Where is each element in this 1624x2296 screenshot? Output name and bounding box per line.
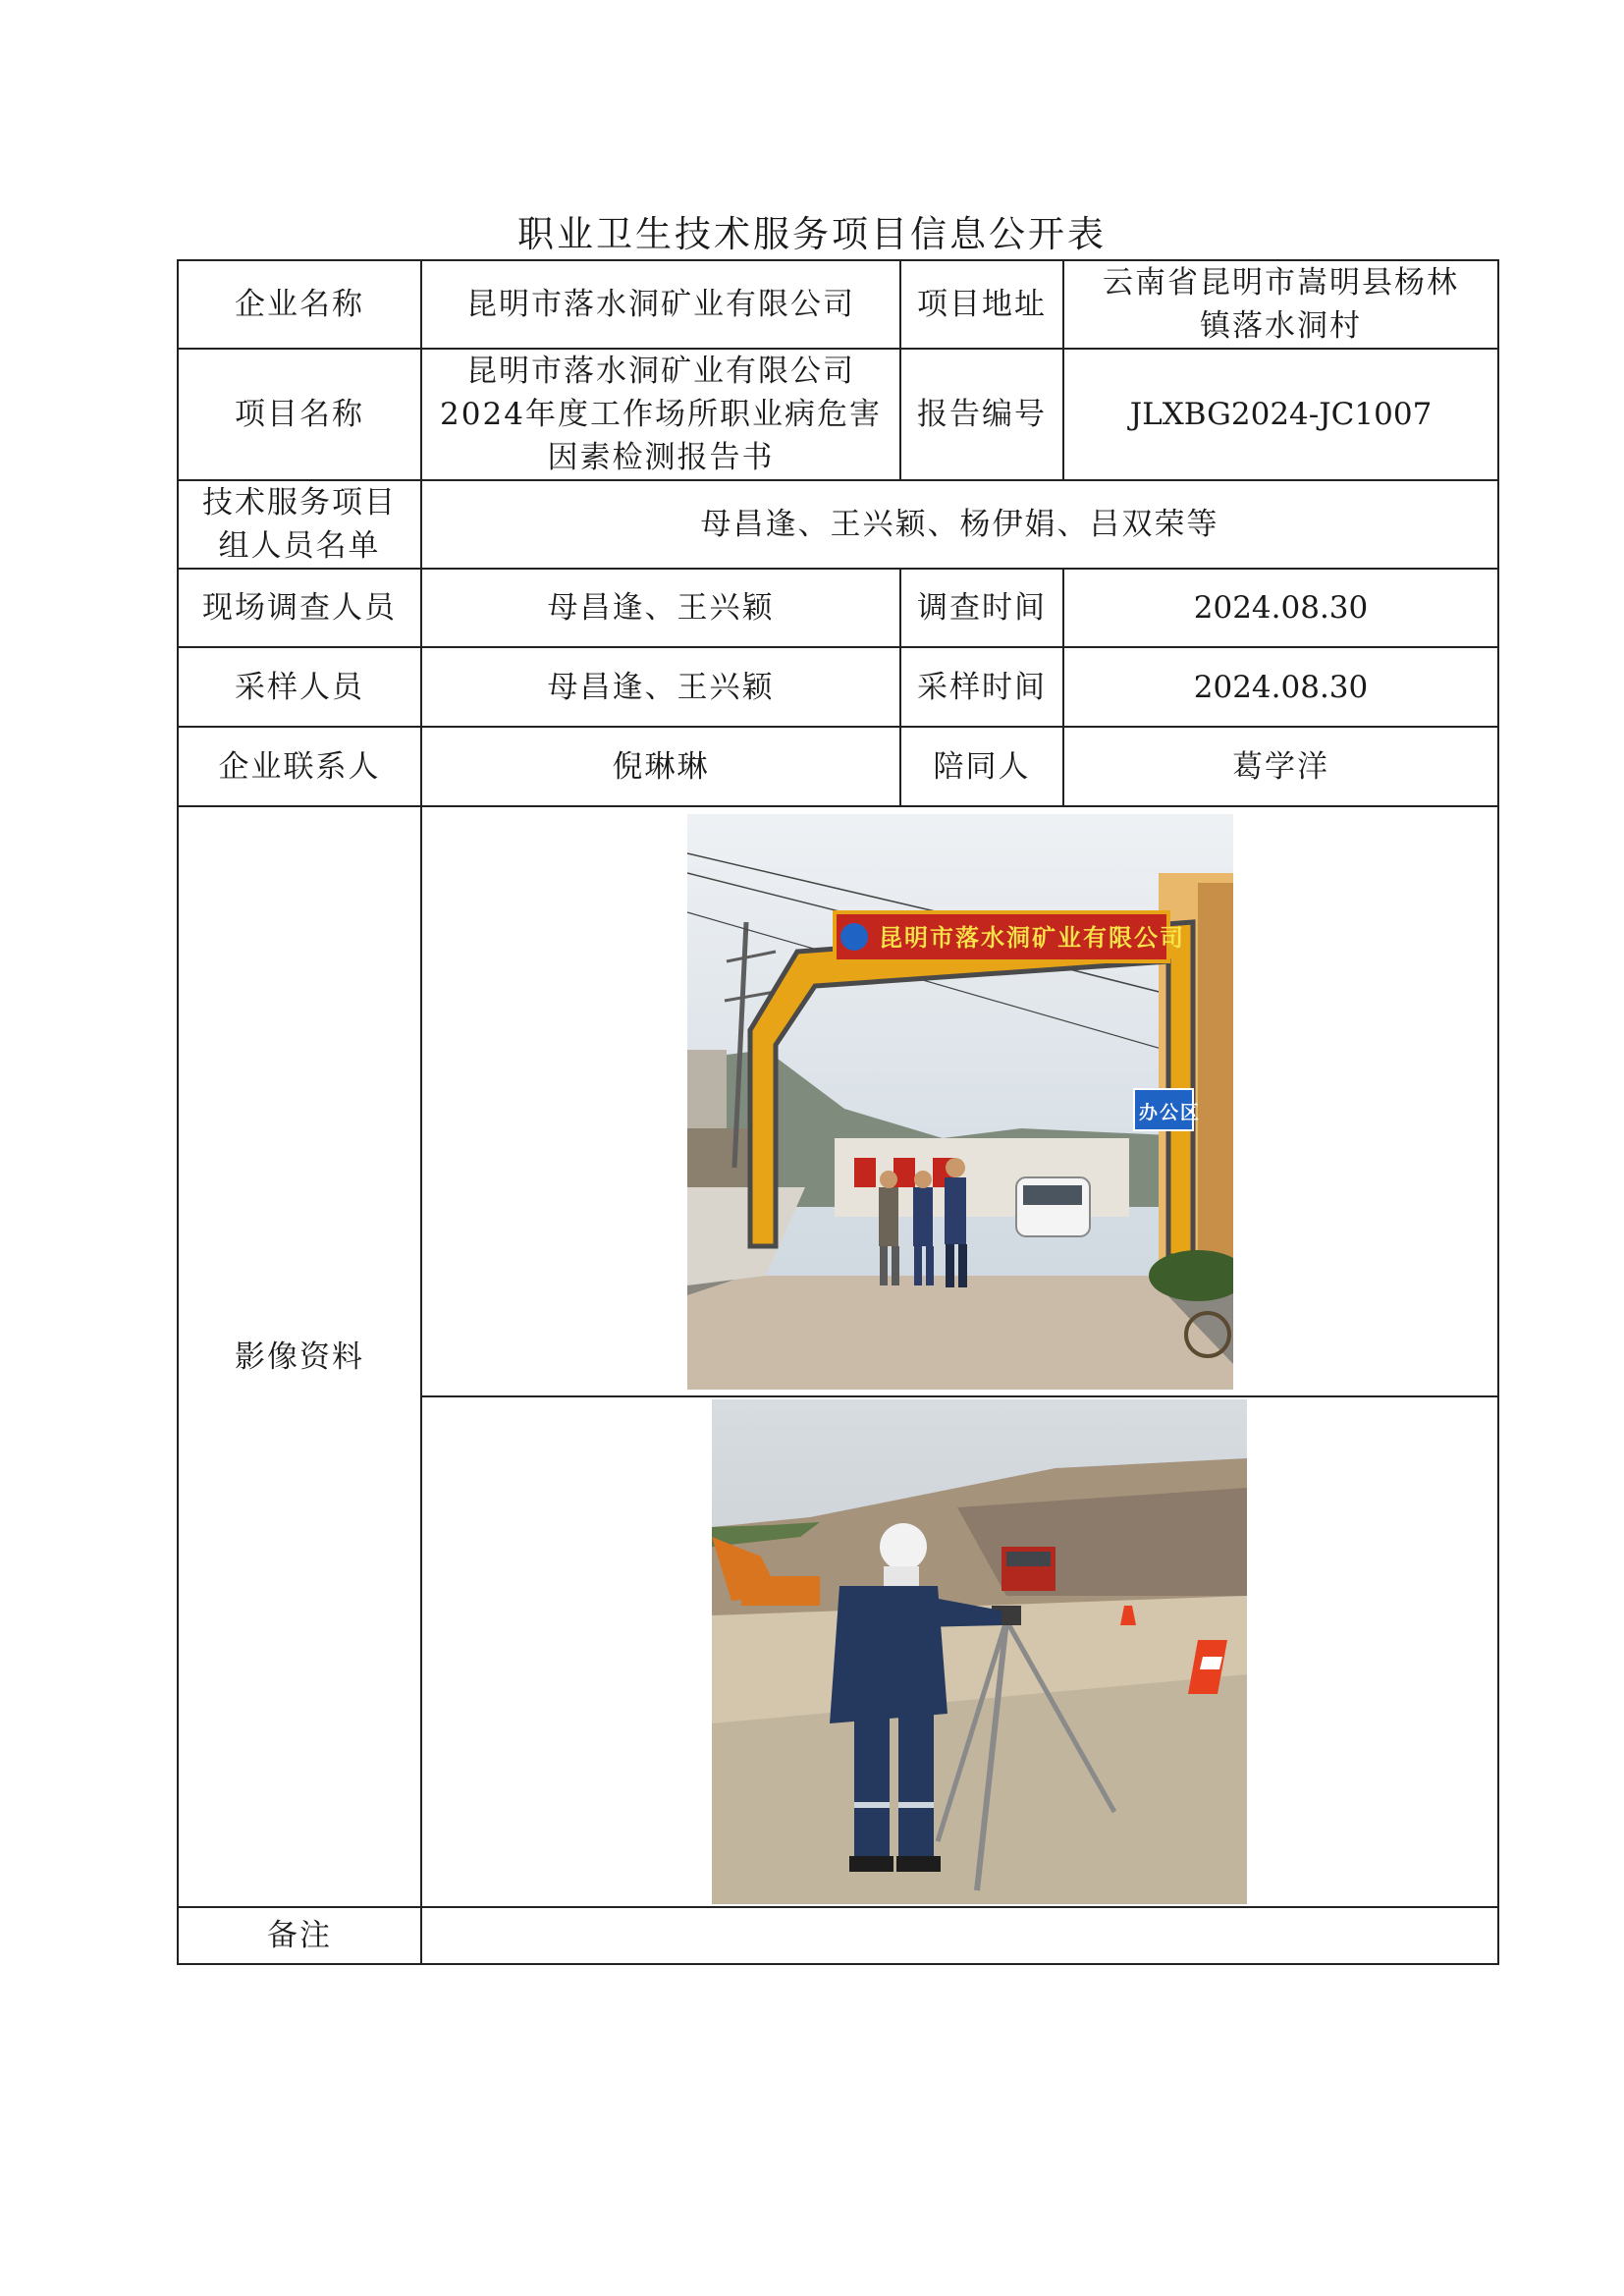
companion-label: 陪同人 (900, 727, 1063, 806)
photo-cell-gate (421, 806, 1498, 1396)
survey-photo (712, 1399, 1247, 1904)
images-label: 影像资料 (178, 806, 421, 1907)
survey-time-label: 调查时间 (900, 569, 1063, 647)
row-sampling (178, 647, 1498, 727)
office-sign-text: 办公区 (1138, 1101, 1201, 1123)
contact-label: 企业联系人 (178, 727, 421, 806)
survey-time-value: 2024.08.30 (1063, 569, 1498, 647)
team-label: 技术服务项目组人员名单 (178, 480, 421, 569)
remarks-value (421, 1907, 1498, 1964)
row-company (178, 260, 1498, 349)
gate-sign-text: 昆明市落水洞矿业有限公司 (878, 923, 1185, 952)
row-photo-1 (178, 806, 1498, 1396)
remarks-label: 备注 (178, 1907, 421, 1964)
info-table (177, 259, 1499, 1965)
project-name-label: 项目名称 (178, 349, 421, 480)
row-survey (178, 569, 1498, 647)
row-contact (178, 727, 1498, 806)
report-no-value: JLXBG2024-JC1007 (1063, 349, 1498, 480)
survey-staff-value: 母昌逢、王兴颖 (421, 569, 900, 647)
contact-value: 倪琳琳 (421, 727, 900, 806)
sampling-staff-value: 母昌逢、王兴颖 (421, 647, 900, 727)
sampling-time-label: 采样时间 (900, 647, 1063, 727)
sampling-time-value: 2024.08.30 (1063, 647, 1498, 727)
photo-cell-survey (421, 1396, 1498, 1907)
team-value: 母昌逢、王兴颖、杨伊娟、吕双荣等 (421, 480, 1498, 569)
companion-value: 葛学洋 (1063, 727, 1498, 806)
project-name-value: 昆明市落水洞矿业有限公司2024年度工作场所职业病危害因素检测报告书 (421, 349, 900, 480)
project-address-value: 云南省昆明市嵩明县杨林镇落水洞村 (1063, 260, 1498, 349)
report-no-label: 报告编号 (900, 349, 1063, 480)
row-remarks (178, 1907, 1498, 1964)
row-project (178, 349, 1498, 480)
gate-photo (687, 814, 1233, 1390)
company-name-value: 昆明市落水洞矿业有限公司 (421, 260, 900, 349)
company-name-label: 企业名称 (178, 260, 421, 349)
sampling-staff-label: 采样人员 (178, 647, 421, 727)
row-team (178, 480, 1498, 569)
project-address-label: 项目地址 (900, 260, 1063, 349)
page-title: 职业卫生技术服务项目信息公开表 (517, 213, 1107, 255)
survey-staff-label: 现场调查人员 (178, 569, 421, 647)
